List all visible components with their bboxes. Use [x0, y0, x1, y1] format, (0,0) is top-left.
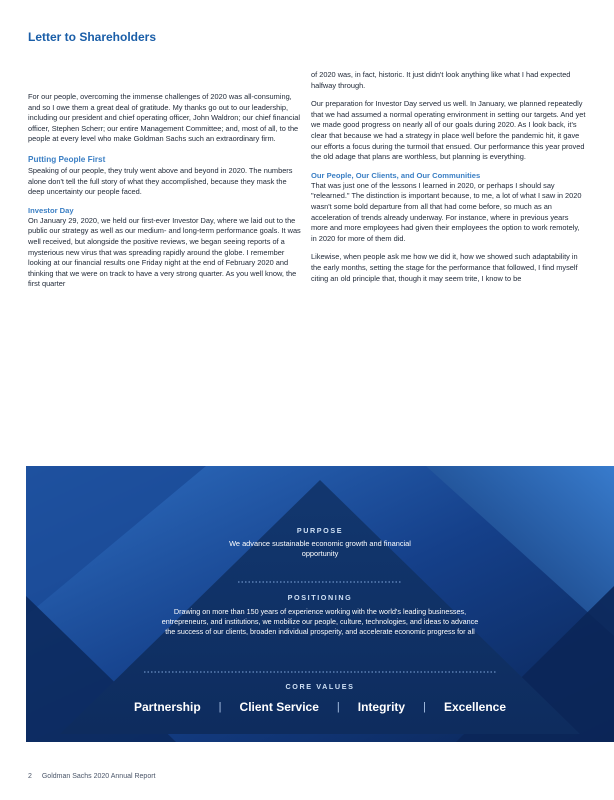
continued-paragraph: of 2020 was, in fact, historic. It just didn't look anything like what I had expected halfway through. [311, 70, 571, 90]
page-footer [28, 773, 156, 780]
core-value-integrity: Integrity [357, 700, 406, 714]
page-header: Letter to Shareholders [28, 30, 157, 44]
core-values-row [26, 700, 614, 714]
core-value-partnership: Partnership [133, 700, 201, 714]
preparation-paragraph: Our preparation for Investor Day served us well. In January, we planned repeatedly that we had assumed a normal operating environment in setting our targets. And yet we made good progress on nearly all of our goals during 2020. As I look back, it's clear that because we had a strategy in place well before the pandemic hit, it gave our efforts a focus during the turmoil that ensued. Our performance this year proved the old adage that plans are worthless, but planning is everything. [311, 99, 586, 162]
intro-paragraph: For our people, overcoming the immense challenges of 2020 was all-consuming, and so I owe them a great deal of gratitude. My thanks go out to our leadership, including our president and chief operating officer, John Waldron; our chief financial officer, Stephen Scherr; our entire Management Committee; and, most of all, to the people at every level who make Goldman Sachs such an extraordinary firm. [28, 92, 300, 144]
adaptability-paragraph: Likewise, when people ask me how we did it, how we showed such adaptability in the early months, setting the stage for the performance that followed, I find myself citing an old principle that, though it may seem trite, I know to be [311, 252, 578, 283]
purpose-text: We advance sustainable economic growth and financial opportunity [229, 539, 411, 558]
subhead-investor-day: Investor Day [28, 205, 74, 215]
section-paragraph: Speaking of our people, they truly went above and beyond in 2020. The numbers alone don't tell the full story of what they accomplished, because they mask the deep uncertainty our people faced. [28, 165, 293, 197]
section-title: Putting People First [28, 154, 106, 164]
core-value-excellence: Excellence [443, 700, 507, 714]
report-title: Goldman Sachs 2020 Annual Report [41, 773, 156, 780]
positioning-text: Drawing on more than 150 years of experience working with the world's leading businesses, entrepreneurs, and institutions, we mobilize our people, culture, technologies, and ideas to advance the success of our clients, broaden individual prosperity, and accelerate economic progress for all [161, 607, 479, 636]
right-column [311, 70, 587, 292]
investor-day-paragraph: On January 29, 2020, we held our first-ever Investor Day, where we laid out to the public our strategy as well as our medium- and long-term performance goals. It was well received, but alongside the positive reviews, we began seeing reports of a mysterious new virus that was spreading rapidly around the globe. I remember looking at our financial results one Friday night at the end of February 2020 and thinking that we were on track to have a very strong quarter. As you well know, the first quarter [28, 215, 301, 289]
left-column [28, 92, 303, 298]
divider: | [218, 701, 222, 713]
purpose-banner [26, 466, 614, 742]
purpose-label: PURPOSE [296, 526, 344, 535]
subhead-our-people: Our People, Our Clients, and Our Communities [311, 170, 481, 180]
lessons-paragraph: That was just one of the lessons I learned in 2020, or perhaps I should say "relearned." The distinction is important because, to me, a lot of what I saw in 2020 wasn't some bold departure from all that had come before, so much as an acceleration of trends already underway. For instance, where in previous years more and more employees had given their employees the option to work remotely, in 2020 for more of them did. [311, 180, 582, 243]
divider: | [423, 701, 426, 713]
core-value-client-service: Client Service [239, 700, 319, 714]
divider: | [336, 701, 340, 713]
core-values-label: CORE VALUES [285, 682, 355, 691]
page-number: 2 [28, 773, 32, 780]
positioning-label: POSITIONING [287, 593, 353, 602]
